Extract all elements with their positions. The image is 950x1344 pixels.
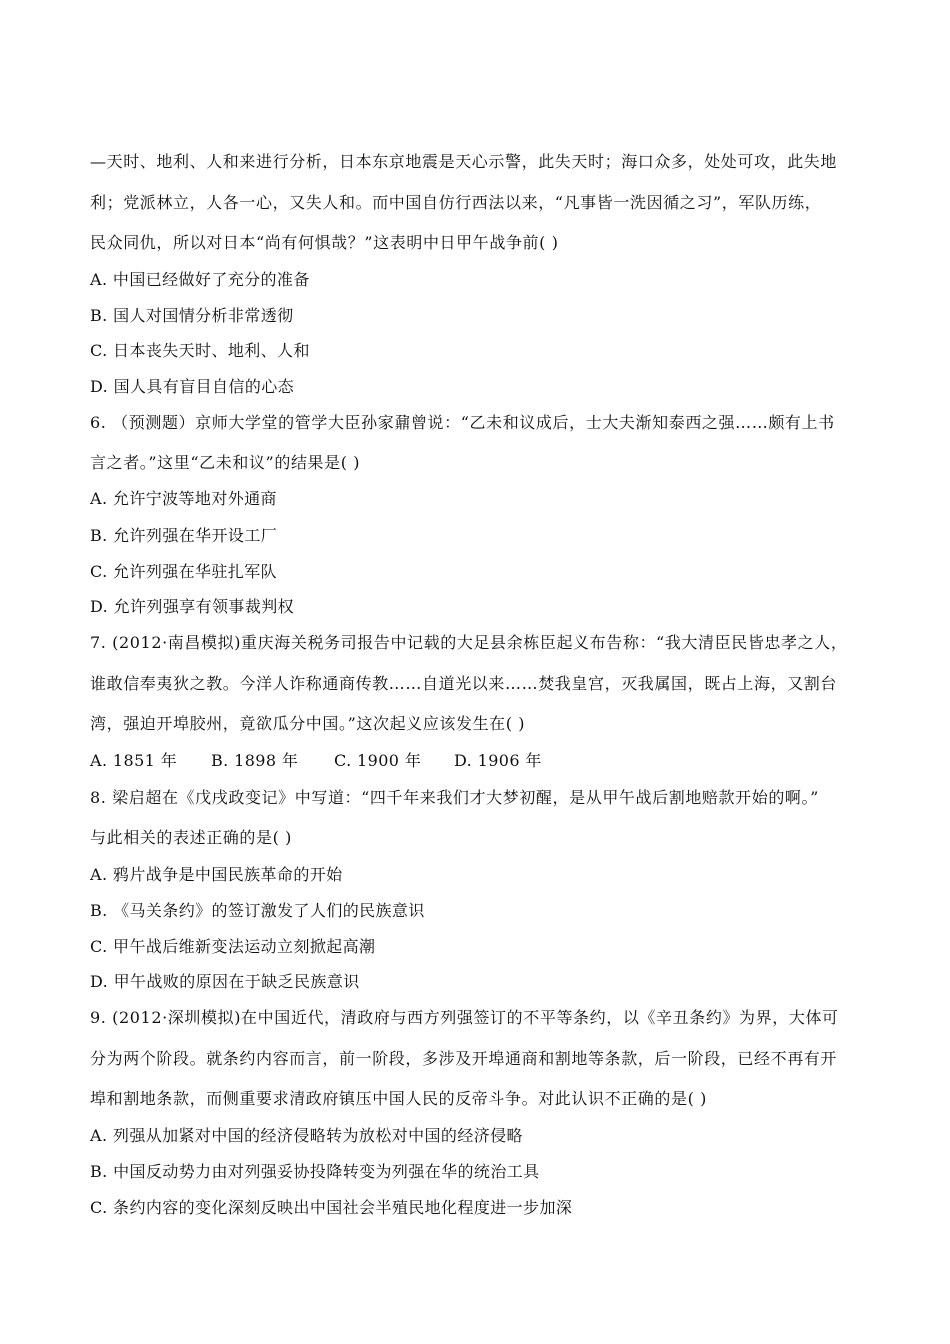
q9-option-c: C. 条约内容的变化深刻反映出中国社会半殖民地化程度进一步加深 [90,1198,573,1217]
q7-option-b: B. 1898 年 [211,751,299,770]
q5-stem-line-2: 利；党派林立，人各一心，又失人和。而中国自仿行西法以来，“凡事皆一洗因循之习”，军队历练， [90,193,822,212]
q7-option-d: D. 1906 年 [454,751,542,770]
q6-option-b: B. 允许列强在华开设工厂 [90,526,278,545]
q6-stem-line-2: 言之者。”这里“乙未和议”的结果是( ) [90,453,361,472]
q8-stem-line-1: 8. 梁启超在《戊戌政变记》中写道：“四千年来我们才大梦初醒，是从甲午战后割地赔款开始的啊。” [90,788,819,807]
q5-option-d: D. 国人具有盲目自信的心态 [90,377,295,396]
q8-option-b: B. 《马关条约》的签订激发了人们的民族意识 [90,901,425,920]
q5-option-a: A. 中国已经做好了充分的准备 [90,270,310,289]
q8-option-d: D. 甲午战败的原因在于缺乏民族意识 [90,972,360,991]
q5-option-c: C. 日本丧失天时、地利、人和 [90,341,310,360]
q9-stem-line-1: 9. (2012·深圳模拟)在中国近代，清政府与西方列强签订的不平等条约，以《辛丑条约》为界，大体可 [90,1008,839,1027]
q7-stem-line-3: 湾，强迫开埠胶州，竟欲瓜分中国。”这次起义应该发生在( ) [90,714,526,733]
q8-stem-line-2: 与此相关的表述正确的是( ) [90,828,292,847]
q5-stem-line-1: —天时、地利、人和来进行分析，日本东京地震是天心示警，此失天时；海口众多，处处可攻，此失地 [90,152,838,171]
q9-option-b: B. 中国反动势力由对列强妥协投降转变为列强在华的统治工具 [90,1162,540,1181]
q7-option-a: A. 1851 年 [90,751,178,770]
q9-stem-line-3: 埠和割地条款，而侧重要求清政府镇压中国人民的反帝斗争。对此认识不正确的是( ) [90,1089,707,1108]
q9-option-a: A. 列强从加紧对中国的经济侵略转为放松对中国的经济侵略 [90,1126,523,1145]
q9-stem-line-2: 分为两个阶段。就条约内容而言，前一阶段，多涉及开埠通商和割地等条款，后一阶段，已经不再有开 [90,1049,838,1068]
q5-stem-line-3: 民众同仇，所以对日本“尚有何惧哉？”这表明中日甲午战争前( ) [90,233,559,252]
q7-options-row [90,751,542,771]
q6-stem-line-1: 6. （预测题）京师大学堂的管学大臣孙家鼐曾说：“乙未和议成后，士大夫渐知泰西之强……颇有上书 [90,413,835,432]
q6-option-a: A. 允许宁波等地对外通商 [90,489,277,508]
q6-option-c: C. 允许列强在华驻扎军队 [90,562,278,581]
q7-option-c: C. 1900 年 [334,751,422,770]
q7-stem-line-2: 谁敢信奉夷狄之教。今洋人诈称通商传教……自道光以来……焚我皇宫，灭我属国，既占上海，又割台 [90,674,838,693]
q6-option-d: D. 允许列强享有领事裁判权 [90,597,295,616]
q8-option-a: A. 鸦片战争是中国民族革命的开始 [90,865,343,884]
q7-stem-line-1: 7. (2012·南昌模拟)重庆海关税务司报告中记载的大足县余栋臣起义布告称：“我大清臣民皆忠孝之人， [90,633,848,652]
q8-option-c: C. 甲午战后维新变法运动立刻掀起高潮 [90,937,376,956]
q5-option-b: B. 国人对国情分析非常透彻 [90,306,294,325]
